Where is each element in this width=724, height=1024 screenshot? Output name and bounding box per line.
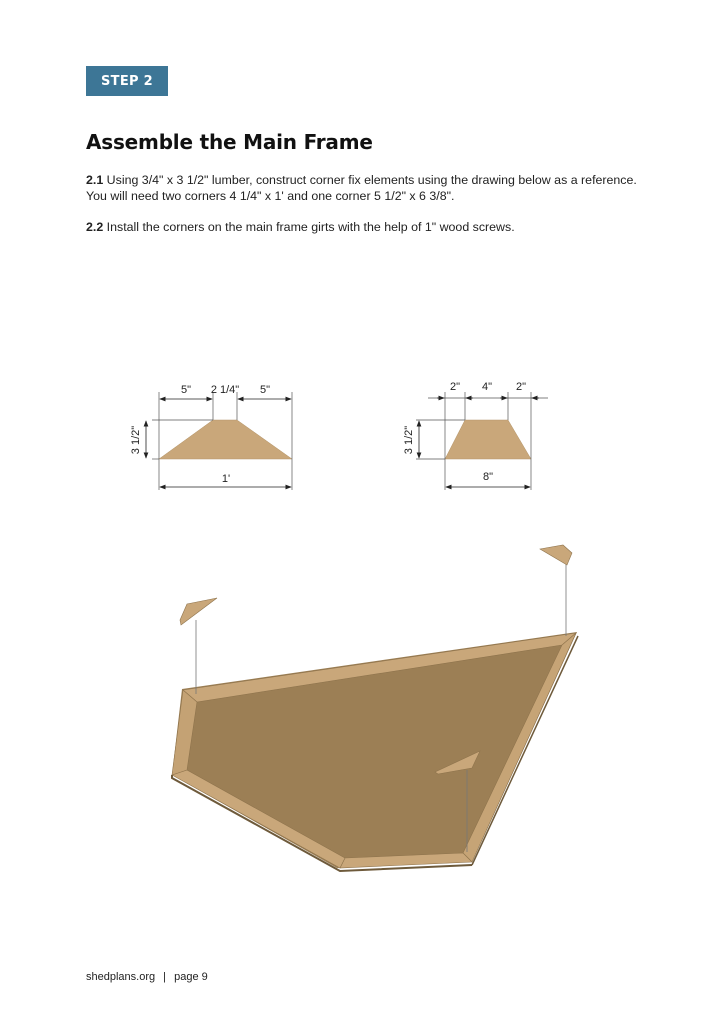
dim-bottom: 1' [221,473,231,485]
footer-separator: | [163,971,167,983]
dim-middle: 2 1/4" [210,384,240,396]
main-frame-3d [172,545,578,871]
dim-right: 5" [259,384,271,396]
instruction-number: 2.1 [86,173,104,187]
instruction-text: Using 3/4" x 3 1/2" lumber, construct corner fix elements using the drawing below as a reference. [103,173,637,187]
dim-height: 3 1/2" [403,425,415,455]
footer-page-number: page 9 [174,971,208,983]
dim-height: 3 1/2" [130,425,142,455]
dim-bottom: 8" [482,471,494,483]
instruction-text-line2: You will need two corners 4 1/4" x 1' and one corner 5 1/2" x 6 3/8". [86,189,455,203]
footer-site: shedplans.org [86,971,156,983]
corner-piece [540,545,572,565]
corner-large-drawing [130,384,292,490]
page-title: Assemble the Main Frame [86,130,373,154]
instruction-text: Install the corners on the main frame girts with the help of 1" wood screws. [103,220,515,234]
dim-left: 2" [449,381,461,393]
corner-piece [180,598,217,625]
dim-right: 2" [515,381,527,393]
step-badge: STEP 2 [86,66,168,96]
dim-middle: 4" [481,381,493,393]
corner-small-drawing [403,381,548,490]
page-footer [86,971,208,983]
dim-left: 5" [180,384,192,396]
instruction-number: 2.2 [86,220,104,234]
